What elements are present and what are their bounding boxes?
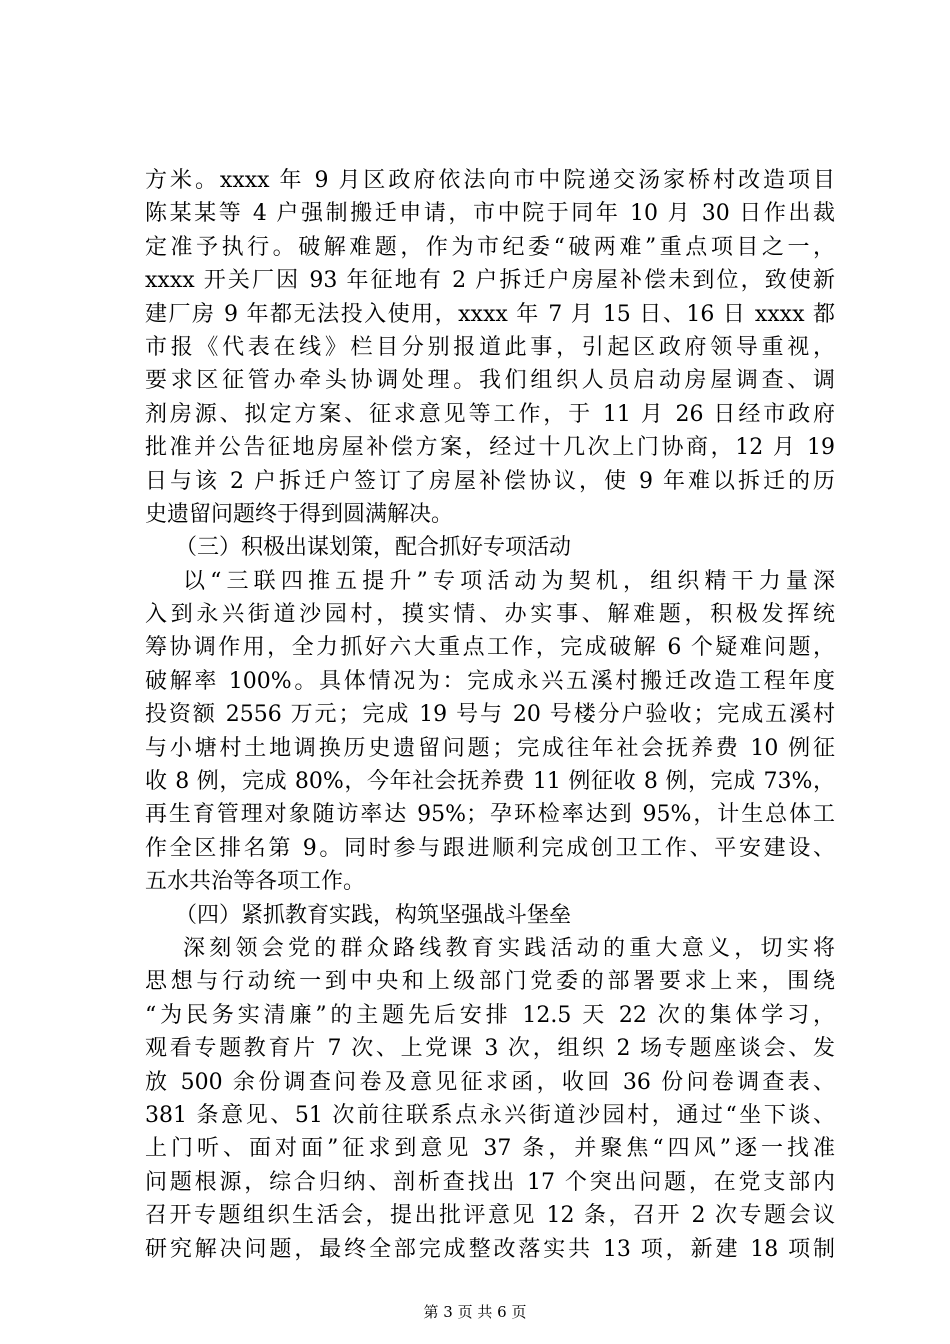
text-line: 以“三联四推五提升”专项活动为契机，组织精干力量深 [183,568,835,594]
paragraph [145,565,835,899]
section-heading [145,531,835,564]
text-line: 日与该 2 户拆迁户签订了房屋补偿协议，使 9 年难以拆迁的历 [145,468,835,494]
text-line: 研究解决问题，最终全部完成整改落实共 13 项，新建 18 项制 [145,1236,835,1262]
text-line: 观看专题教育片 7 次、上党课 3 次，组织 2 场专题座谈会、发 [145,1036,835,1062]
text-line: 收 8 例，完成 80%，今年社会抚养费 11 例征收 8 例，完成 73%， [145,769,835,795]
text-line: 问题根源，综合归纳、剖析查找出 17 个突出问题，在党支部内 [145,1169,835,1195]
text-line: 陈某某等 4 户强制搬迁申请，市中院于同年 10 月 30 日作出裁 [145,201,835,227]
text-line: 381 条意见、51 次前往联系点永兴街道沙园村，通过“坐下谈、 [145,1102,835,1128]
text-line: （四）紧抓教育实践，构筑坚强战斗堡垒 [175,902,572,928]
text-line: 放 500 余份调查问卷及意见征求函，收回 36 份问卷调查表、 [145,1069,835,1095]
text-line: 破解率 100%。具体情况为：完成永兴五溪村搬迁改造工程年度 [145,668,835,694]
text-line: 与小塘村土地调换历史遗留问题；完成往年社会抚养费 10 例征 [145,735,835,761]
text-line: 批准并公告征地房屋补偿方案，经过十几次上门协商，12 月 19 [145,435,835,461]
text-line: 再生育管理对象随访率达 95%；孕环检率达到 95%，计生总体工 [145,802,835,828]
document-body [145,164,835,1266]
text-line: xxxx 开关厂因 93 年征地有 2 户拆迁户房屋补偿未到位，致使新 [145,268,835,294]
text-line: 入到永兴街道沙园村，摸实情、办实事、解难题，积极发挥统 [145,602,835,628]
paragraph [145,164,835,531]
text-line: 筹协调作用，全力抓好六大重点工作，完成破解 6 个疑难问题， [145,635,835,661]
text-line: 建厂房 9 年都无法投入使用，xxxx 年 7 月 15 日、16 日 xxxx 都 [145,301,835,327]
text-line: 剂房源、拟定方案、征求意见等工作，于 11 月 26 日经市政府 [145,401,835,427]
page-footer: 第 3 页 共 6 页 [423,1303,527,1321]
text-line: 方米。xxxx 年 9 月区政府依法向市中院递交汤家桥村改造项目 [145,168,835,193]
text-line: （三）积极出谋划策，配合抓好专项活动 [175,535,572,561]
text-line: 要求区征管办牵头协调处理。我们组织人员启动房屋调查、调 [145,368,835,394]
text-line: 上门听、面对面”征求到意见 37 条，并聚焦“四风”逐一找准 [145,1136,835,1162]
text-line: “为民务实清廉”的主题先后安排 12.5 天 22 次的集体学习， [145,1002,835,1028]
paragraph [145,932,835,1266]
text-line: 作全区排名第 9。同时参与跟进顺利完成创卫工作、平安建设、 [145,835,835,861]
text-line: 史遗留问题终于得到圆满解决。 [145,501,454,527]
text-line: 深刻领会党的群众路线教育实践活动的重大意义，切实将 [183,935,835,961]
text-line: 召开专题组织生活会，提出批评意见 12 条，召开 2 次专题会议 [145,1203,835,1229]
text-line: 思想与行动统一到中央和上级部门党委的部署要求上来，围绕 [145,969,835,995]
text-line: 市报《代表在线》栏目分别报道此事，引起区政府领导重视， [145,334,835,360]
text-line: 五水共治等各项工作。 [145,869,366,895]
section-heading [145,899,835,932]
text-line: 定准予执行。破解难题，作为市纪委“破两难”重点项目之一， [145,234,835,260]
text-line: 投资额 2556 万元；完成 19 号与 20 号楼分户验收；完成五溪村 [145,702,835,728]
